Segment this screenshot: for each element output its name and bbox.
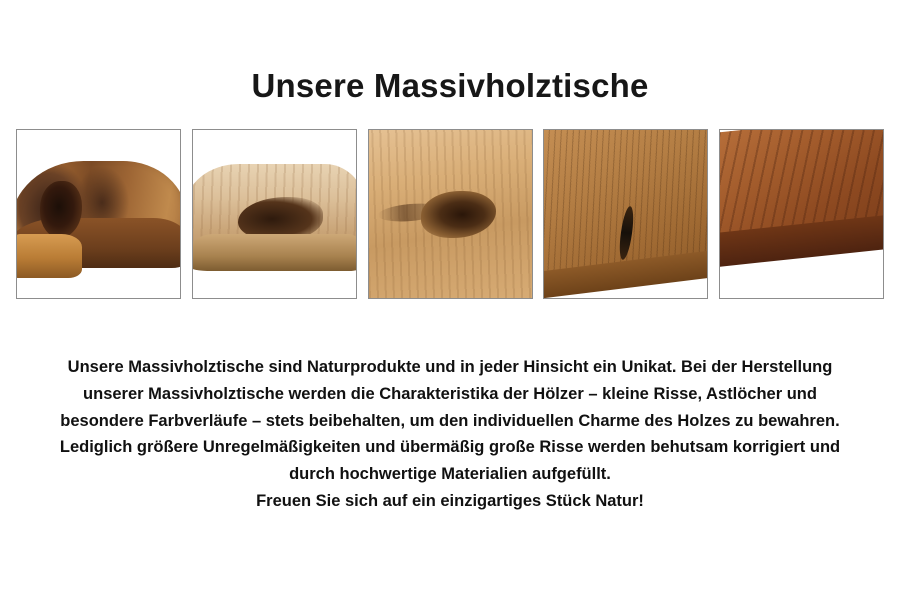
image-gallery: [0, 129, 900, 299]
wood-detail-sawn-plank-crack-image: [544, 130, 707, 298]
wood-detail-pale-ash-edge-image: [193, 130, 356, 298]
wood-detail-knot-grain-image: [369, 130, 532, 298]
gallery-image-2[interactable]: [192, 129, 357, 299]
closing-line: Freuen Sie sich auf ein einzigartiges Stück Natur!: [256, 491, 644, 510]
gallery-image-5[interactable]: [719, 129, 884, 299]
wood-detail-rosewood-live-edge-image: [720, 130, 883, 298]
gallery-image-1[interactable]: [16, 129, 181, 299]
gallery-image-3[interactable]: [368, 129, 533, 299]
gallery-image-4[interactable]: [543, 129, 708, 299]
description-paragraph: Unsere Massivholztische sind Naturprodukte und in jeder Hinsicht ein Unikat. Bei der Herstellung unserer Massivholztische werden die Charakteristika der Hölzer – kleine Risse, Astlöcher und besondere Farbverläufe – stets beibehalten, um den individuellen Charme des Holzes zu bewahren. Lediglich größere Unregelmäßigkeiten und übermäßig große Risse werden behutsam korrigiert und durch hochwertige Materialien aufgefüllt.: [59, 358, 841, 484]
page-title: Unsere Massivholztische: [251, 67, 649, 104]
description-text-block: [0, 299, 900, 514]
wood-detail-burl-slab-image: [17, 130, 180, 298]
